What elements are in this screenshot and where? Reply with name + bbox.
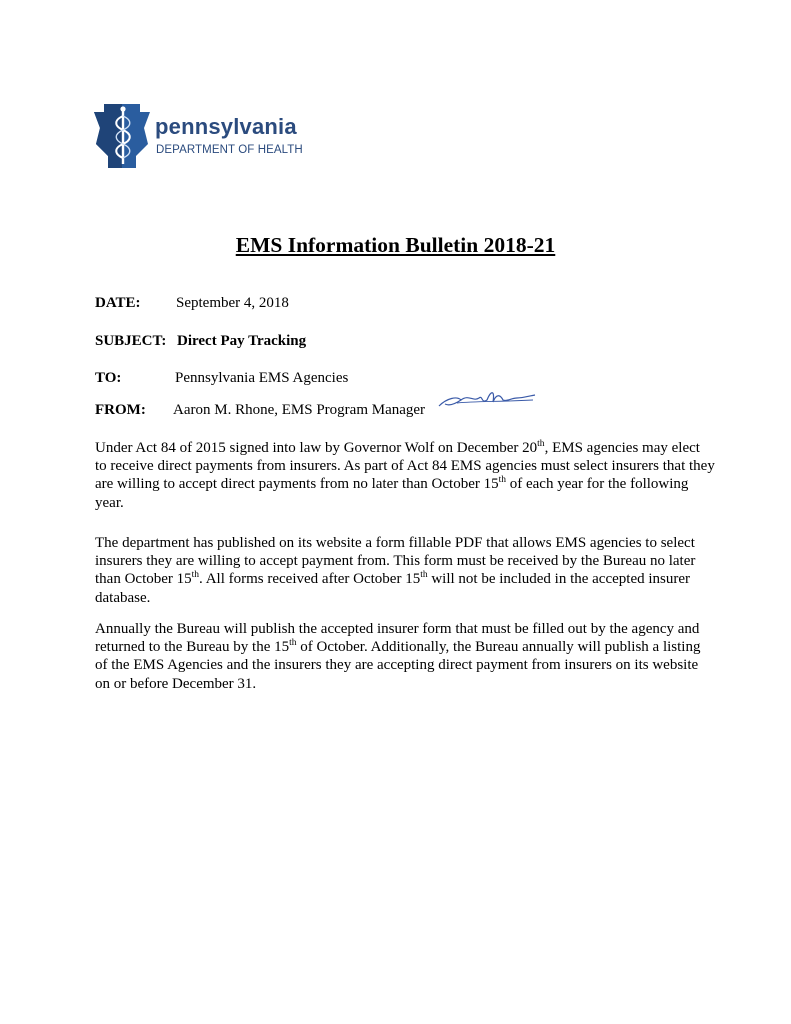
p2-text-a: The department has published on its website a form fillable PDF that allows EMS agencies to select insurers they are willing to accept payment from. This form must be received by the Bureau no later than October 15 (95, 535, 696, 588)
paragraph-form-deadline (95, 534, 715, 607)
to-field (95, 369, 349, 387)
paragraph-annual-publish (95, 620, 715, 693)
logo-wordmark: pennsylvania (155, 114, 297, 139)
p3-text-b: of October. Additionally, the Bureau annually will publish a listing of the EMS Agencies and the insurers they are accepting direct payment from insurers on its website on or before December 31. (95, 639, 701, 692)
p2-text-b: . All forms received after October 15 (199, 571, 421, 588)
p2-text-c: will not be included in the accepted insurer database. (95, 571, 691, 606)
from-label: FROM: (95, 402, 146, 418)
p2-sup-b: th (420, 570, 428, 581)
p1-text-b: , EMS agencies may elect to receive direct payments from insurers. As part of Act 84 EMS agencies must select insurers that they are willing to accept direct payments from no later than October 15 (95, 440, 715, 493)
p3-text-a: Annually the Bureau will publish the accepted insurer form that must be filled out by the agency and returned to the Bureau by the 15 (95, 621, 700, 656)
date-value: September 4, 2018 (176, 295, 289, 311)
date-field (95, 294, 289, 312)
keystone-caduceus-icon (92, 104, 152, 168)
p1-sup-a: th (537, 439, 545, 449)
from-value: Aaron M. Rhone, EMS Program Manager (173, 402, 426, 418)
p1-sup-b: th (498, 475, 506, 486)
subject-label: SUBJECT: (95, 333, 167, 349)
subject-value: Direct Pay Tracking (177, 333, 307, 349)
logo-subtitle: DEPARTMENT OF HEALTH (156, 144, 303, 156)
p1-text-c: of each year for the following year. (95, 476, 689, 511)
to-label: TO: (95, 370, 122, 386)
subject-field (95, 332, 307, 350)
pa-health-logo (92, 104, 332, 170)
bulletin-title: EMS Information Bulletin 2018-21 (235, 233, 556, 257)
p2-sup-a: th (191, 570, 200, 581)
date-label: DATE: (95, 295, 141, 311)
signature-icon (437, 386, 537, 412)
to-value: Pennsylvania EMS Agencies (175, 370, 349, 386)
from-field (95, 401, 426, 419)
p3-sup-a: th (289, 638, 297, 649)
paragraph-act-84 (95, 439, 715, 512)
p1-text-a: Under Act 84 of 2015 signed into law by Governor Wolf on December 20 (95, 440, 538, 456)
